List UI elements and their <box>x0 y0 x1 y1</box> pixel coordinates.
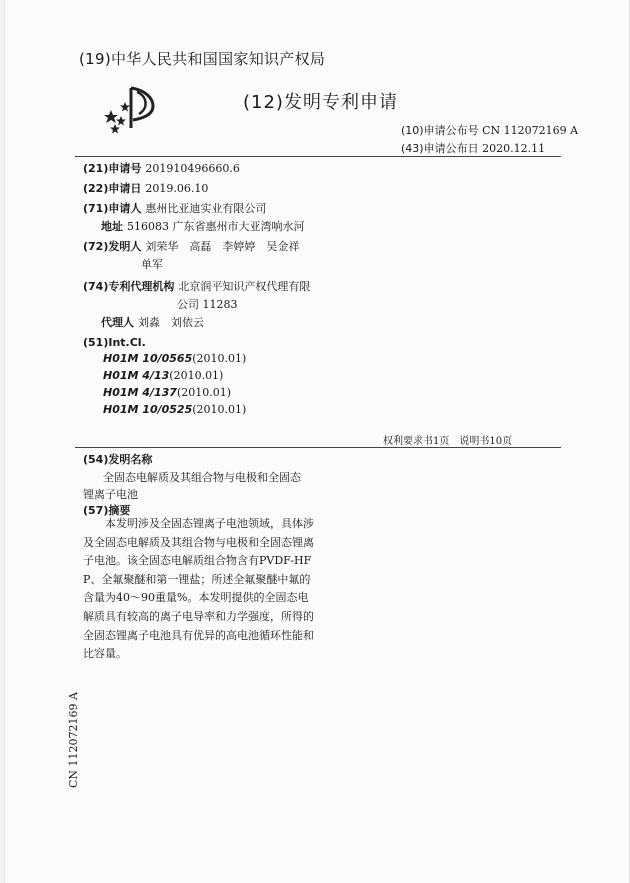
agency-value-line1: 北京润平知识产权代理有限 <box>178 280 311 293</box>
application-date-label: (22)申请日 <box>83 182 142 195</box>
ipc-code: H01M 4/137 <box>103 386 177 399</box>
intcl-label: (51)Int.Cl. <box>83 336 146 349</box>
inventor-row-2 <box>141 256 163 272</box>
application-number-label: (21)申请号 <box>83 162 142 175</box>
ipc-entry <box>103 352 246 365</box>
publication-number-label: (10)申请公布号 <box>401 124 479 137</box>
ipc-code: H01M 10/0525 <box>103 403 193 416</box>
agency-row <box>83 278 310 294</box>
side-publication-number: CN 112072169 A <box>67 692 80 788</box>
applicant-value: 惠州比亚迪实业有限公司 <box>145 202 267 215</box>
divider-top <box>75 156 561 157</box>
invention-title-label-row <box>83 451 156 467</box>
publication-date-value: 2020.12.11 <box>482 142 546 155</box>
invention-title-line2: 锂离子电池 <box>83 488 138 501</box>
ipc-entry <box>103 403 246 416</box>
intcl-row <box>83 336 150 349</box>
document-type-title: (12)发明专利申请 <box>243 92 398 113</box>
application-date-value: 2019.06.10 <box>145 182 209 195</box>
application-number-row <box>83 160 240 176</box>
agent-value: 刘淼 刘依云 <box>138 316 204 329</box>
agent-label: 代理人 <box>101 316 134 329</box>
patent-page <box>4 0 630 883</box>
patent-office-name: (19)中华人民共和国国家知识产权局 <box>79 50 326 68</box>
invention-title-line1: 全固态电解质及其组合物与电极和全固态 <box>103 471 301 484</box>
publication-date-label: (43)申请公布日 <box>401 142 479 155</box>
inventor-value-line2: 单军 <box>141 258 163 271</box>
ipc-entry <box>103 386 231 399</box>
applicant-label: (71)申请人 <box>83 202 142 215</box>
ipc-entry <box>103 369 223 382</box>
application-number-value: 201910496660.6 <box>145 162 240 175</box>
ipc-code: H01M 10/0565 <box>103 352 193 365</box>
agency-row-2 <box>177 296 238 312</box>
agency-label: (74)专利代理机构 <box>83 280 175 293</box>
invention-title-label: (54)发明名称 <box>83 453 153 466</box>
page-count: 权利要求书1页 说明书10页 <box>383 436 513 447</box>
publication-number <box>401 122 578 138</box>
address-label: 地址 <box>101 220 123 233</box>
divider-middle <box>75 447 561 448</box>
address-row <box>101 218 305 234</box>
inventor-row <box>83 238 299 254</box>
ipc-code: H01M 4/13 <box>103 369 170 382</box>
ipc-version: (2010.01) <box>169 369 224 382</box>
ipc-version: (2010.01) <box>176 386 232 399</box>
abstract-text: 本发明涉及全固态锂离子电池领域，具体涉及全固态电解质及其组合物与电极和全固态锂离子电池。该全固态电解质组合物含有PVDF-HFP、全氟聚醚和第一锂盐；所述全氟聚醚中氟的含量为40～90重量%。本发明提供的全固态电解质具有较高的离子电导率和力学强度，所得的全固态锂离子电池具有优异的高电池循环性能和比容量。 <box>83 517 314 661</box>
ipc-version: (2010.01) <box>192 403 247 416</box>
inventor-label: (72)发明人 <box>83 240 142 253</box>
inventor-value-line1: 刘荣华 高磊 李婷婷 吴金祥 <box>145 240 300 253</box>
patent-office-logo-icon <box>101 84 165 136</box>
ipc-version: (2010.01) <box>192 352 247 365</box>
address-value: 516083 广东省惠州市大亚湾响水河 <box>127 220 305 233</box>
applicant-row <box>83 200 266 216</box>
agent-row <box>101 314 204 330</box>
publication-number-value: CN 112072169 A <box>482 124 579 137</box>
agency-value-line2: 公司 11283 <box>177 298 238 311</box>
abstract-label: (57)摘要 <box>83 504 131 517</box>
publication-date <box>401 140 545 156</box>
application-date-row <box>83 180 208 196</box>
